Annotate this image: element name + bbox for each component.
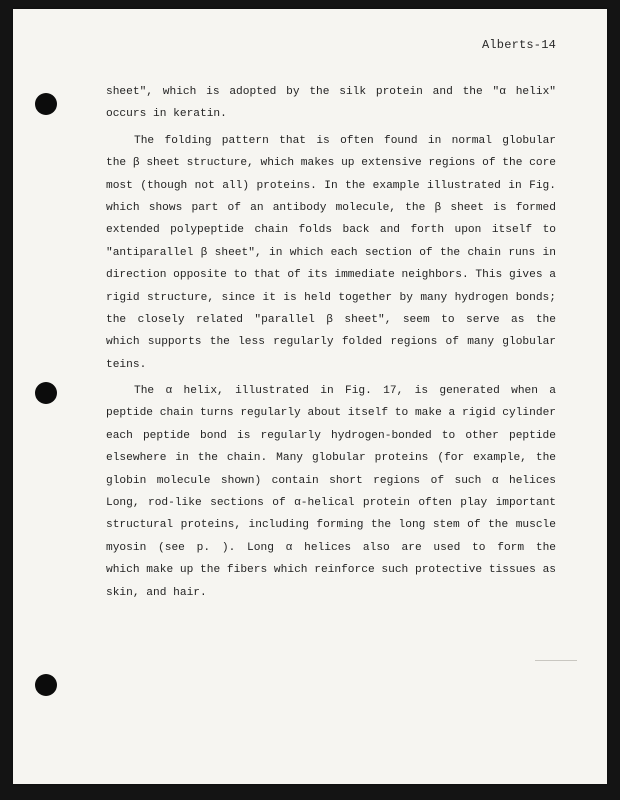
text-line: which shows part of an antibody molecule, the β sheet is formed <box>106 201 556 214</box>
text-line: The folding pattern that is often found in normal globular <box>134 134 556 147</box>
text-line: elsewhere in the chain. Many globular proteins (for example, the <box>106 452 556 465</box>
text-line: peptide chain turns regularly about itself to make a rigid cylinder <box>106 407 556 420</box>
text-line: the β sheet structure, which makes up extensive regions of the core <box>106 157 556 170</box>
text-line: rigid structure, since it is held together by many hydrogen bonds; <box>106 291 556 304</box>
text-line: the closely related "parallel β sheet", seem to serve as the <box>106 313 556 326</box>
text-line: "antiparallel β sheet", in which each section of the chain runs in <box>106 246 556 259</box>
document-page <box>13 9 607 784</box>
text-line: direction opposite to that of its immediate neighbors. This gives a <box>106 269 556 282</box>
text-line: which make up the fibers which reinforce such protective tissues as <box>106 564 556 577</box>
text-line: each peptide bond is regularly hydrogen-bonded to other peptide <box>106 429 556 442</box>
text-line: Long, rod-like sections of α-helical protein often play important <box>106 497 556 510</box>
text-line: most (though not all) proteins. In the example illustrated in Fig. <box>106 179 556 192</box>
text-line: sheet", which is adopted by the silk protein and the "α helix" <box>106 86 556 98</box>
binder-hole-bottom <box>35 674 57 696</box>
binder-hole-middle <box>35 382 57 404</box>
text-line: occurs in keratin. <box>106 108 227 121</box>
text-line: skin, and hair. <box>106 586 207 599</box>
text-line: extended polypeptide chain folds back and forth upon itself to <box>106 224 556 237</box>
body-text <box>106 81 556 604</box>
text-line: teins. <box>106 358 147 371</box>
page-header: Alberts-14 <box>481 38 556 52</box>
text-line: myosin (see p. ). Long α helices also are used to form the <box>106 541 556 554</box>
text-line: globin molecule shown) contain short regions of such α helices <box>106 474 556 487</box>
paper-mark <box>535 660 577 661</box>
text-line: which supports the less regularly folded regions of many globular <box>106 336 556 349</box>
binder-hole-top <box>35 93 57 115</box>
text-line: structural proteins, including forming the long stem of the muscle <box>106 519 556 532</box>
text-line: The α helix, illustrated in Fig. 17, is generated when a <box>134 385 556 398</box>
